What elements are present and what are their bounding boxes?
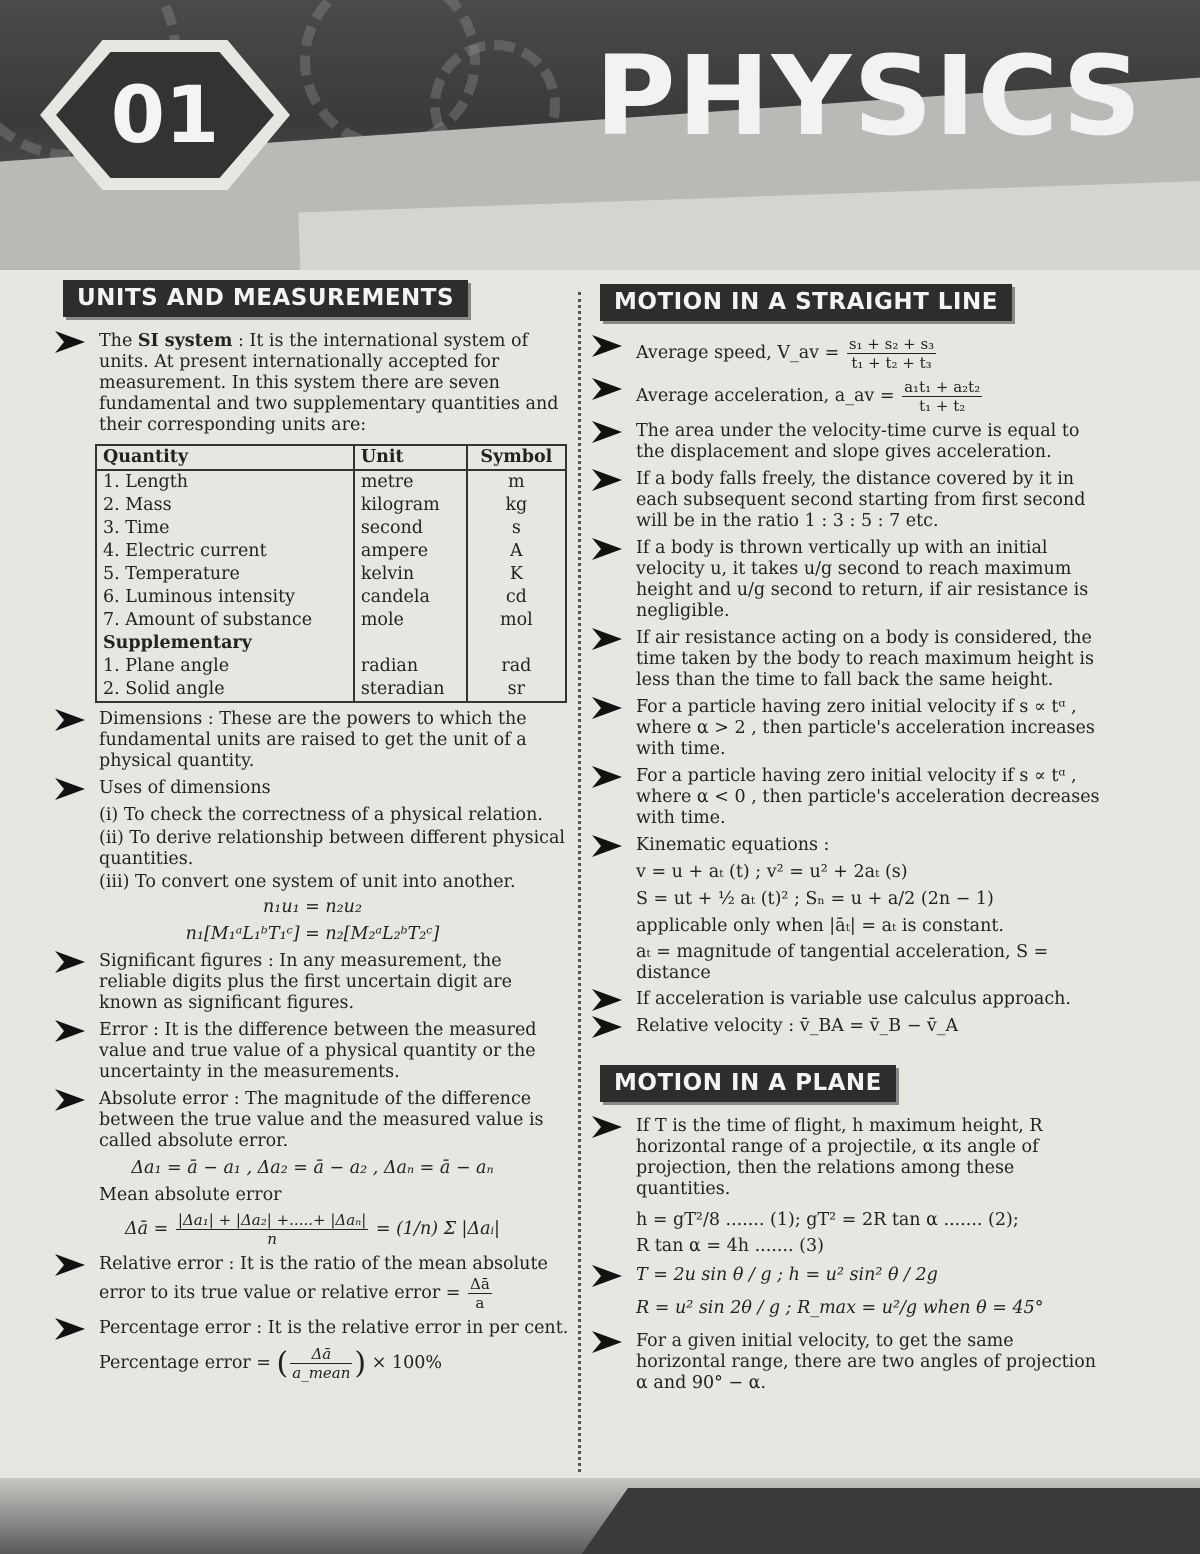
bullet-air-resistance: If air resistance acting on a body is considered, the time taken by the body to reach maximum height is less than the time to fall back the same height. — [592, 628, 1107, 691]
subject-title: PHYSICS — [595, 32, 1144, 160]
formula-absolute-error: Δa₁ = ā − a₁ , Δa₂ = ā − a₂ , Δaₙ = ā − aₙ — [131, 1158, 494, 1178]
table-row: 2. Mass kilogram kg — [96, 494, 566, 517]
arrow-bullet-icon — [592, 628, 622, 650]
bullet-variable-acceleration: If acceleration is variable use calculus approach. — [592, 989, 1107, 1010]
bullet-projectile: If T is the time of flight, h maximum height, R horizontal range of a projectile, α its angle of projection, then the relations among these quantities. — [592, 1116, 1107, 1200]
list-item: (i) To check the correctness of a physical relation. — [99, 805, 543, 825]
formula-mean-absolute-error: Δā = $\frac{\text{|Δa₁| + |Δa₂| +.....+ |Δaₙ|}}{n}$ = (1/n) Σ |Δaᵢ| — [125, 1211, 500, 1248]
section-title-plane: MOTION IN A PLANE — [600, 1065, 896, 1102]
bullet-dimensions: Dimensions : These are the powers to which the fundamental units are raised to get the unit of a physical quantity. — [55, 709, 570, 772]
arrow-bullet-icon — [55, 709, 85, 731]
arrow-bullet-icon — [592, 538, 622, 560]
kinematic-note-1: applicable only when |āₜ| = aₜ is constant. — [636, 916, 1004, 936]
arrow-bullet-icon — [592, 1116, 622, 1138]
mean-absolute-error-label: Mean absolute error — [99, 1185, 282, 1205]
arrow-bullet-icon — [592, 378, 622, 400]
table-header: Unit — [354, 445, 467, 470]
formula-projectile-range: R = u² sin 2θ / g ; R_max = u²/g when θ = 45° — [636, 1298, 1044, 1318]
table-row: 4. Electric current ampere A — [96, 540, 566, 563]
arrow-bullet-icon — [592, 1331, 622, 1353]
si-units-table — [95, 444, 567, 703]
bullet-velocity-time: The area under the velocity-time curve is equal to the displacement and slope gives acceleration. — [592, 421, 1107, 463]
bullet-thrown-up: If a body is thrown vertically up with an initial velocity u, it takes u/g second to reach maximum height and u/g second to return, if air resistance is negligible. — [592, 538, 1107, 622]
bullet-relative-velocity: Relative velocity : v̄_BA = v̄_B − v̄_A — [592, 1016, 1107, 1037]
kinematic-note-2: aₜ = magnitude of tangential acceleration, S = distance — [636, 942, 1049, 983]
arrow-bullet-icon — [592, 421, 622, 443]
bullet-relative-error: Relative error : It is the ratio of the mean absolute error to its true value or relative error = $\frac{\Delta ā}{a}$ — [55, 1254, 570, 1312]
arrow-bullet-icon — [592, 1016, 622, 1038]
bullet-error: Error : It is the difference between the measured value and true value of a physical quantity or the uncertainty in the measurements. — [55, 1020, 570, 1083]
arrow-bullet-icon — [55, 1318, 85, 1340]
formula-percentage-error: Percentage error = ( $\frac{\Delta ā}{\text{a\_mean}}$ ) × 100% — [99, 1345, 442, 1382]
formula-projectile-1: h = gT²/8 ....... (1); gT² = 2R tan α ....... (2); — [636, 1210, 1019, 1230]
chapter-number: 01 — [110, 71, 220, 161]
arrow-bullet-icon — [592, 1265, 622, 1287]
right-column — [592, 280, 1107, 1400]
bullet-si-system: The SI system : It is the international system of units. At present internationally accepted for measurement. In this system there are seven fundamental and two supplementary quantities and their corresponding units are: — [55, 331, 570, 436]
column-divider — [578, 292, 581, 1472]
arrow-bullet-icon — [55, 778, 85, 800]
arrow-bullet-icon — [55, 951, 85, 973]
formula-kinematic-1: v = u + aₜ (t) ; v² = u² + 2aₜ (s) — [636, 862, 908, 882]
formula-kinematic-2: S = ut + ½ aₜ (t)² ; Sₙ = u + a/2 (2n − 1) — [636, 889, 994, 909]
bullet-absolute-error: Absolute error : The magnitude of the difference between the true value and the measured value is called absolute error. — [55, 1089, 570, 1152]
arrow-bullet-icon — [55, 331, 85, 353]
arrow-bullet-icon — [592, 469, 622, 491]
table-row: 7. Amount of substance mole mol — [96, 609, 566, 632]
bullet-uses-dimensions: Uses of dimensions — [55, 778, 570, 799]
arrow-bullet-icon — [592, 766, 622, 788]
list-item: (ii) To derive relationship between different physical quantities. — [99, 828, 566, 869]
table-row: 1. Plane angle radian rad — [96, 655, 566, 678]
table-row: Supplementary — [96, 632, 566, 655]
table-row: 1. Length metre m — [96, 470, 566, 494]
bullet-projectile-time-height: T = 2u sin θ / g ; h = u² sin² θ / 2g — [592, 1265, 1107, 1286]
section-title-units: UNITS AND MEASUREMENTS — [63, 280, 468, 317]
left-column — [55, 280, 570, 1387]
arrow-bullet-icon — [592, 697, 622, 719]
bullet-free-fall: If a body falls freely, the distance covered by it in each subsequent second starting from first second will be in the ratio 1 : 3 : 5 : 7 etc. — [592, 469, 1107, 532]
section-title-straight-line: MOTION IN A STRAIGHT LINE — [600, 284, 1012, 321]
bullet-acceleration-decreases: For a particle having zero initial velocity if s ∝ tᵅ , where α < 0 , then particle's acceleration decreases with time. — [592, 766, 1107, 829]
arrow-bullet-icon — [55, 1254, 85, 1276]
table-row: 2. Solid angle steradian sr — [96, 678, 566, 702]
table-row: 6. Luminous intensity candela cd — [96, 586, 566, 609]
bullet-significant-figures: Significant figures : In any measurement, the reliable digits plus the first uncertain digit are known as significant figures. — [55, 951, 570, 1014]
footer-band — [0, 1478, 1200, 1554]
bullet-average-speed: Average speed, V_av = $\frac{\text{s₁ + s₂ + s₃}}{\text{t₁ + t₂ + t₃}}$ — [592, 335, 1107, 372]
table-header: Symbol — [467, 445, 566, 470]
bullet-percentage-error: Percentage error : It is the relative error in per cent. — [55, 1318, 570, 1339]
list-item: (iii) To convert one system of unit into another. — [99, 872, 516, 892]
arrow-bullet-icon — [592, 335, 622, 357]
formula-dimensional: n₁[M₁ᵃL₁ᵇT₁ᶜ] = n₂[M₂ᵃL₂ᵇT₂ᶜ] — [185, 924, 440, 944]
bullet-acceleration-increases: For a particle having zero initial velocity if s ∝ tᵅ , where α > 2 , then particle's acceleration increases with time. — [592, 697, 1107, 760]
formula-projectile-2: R tan α = 4h ....... (3) — [636, 1236, 824, 1256]
arrow-bullet-icon — [55, 1089, 85, 1111]
bullet-kinematic-equations: Kinematic equations : — [592, 835, 1107, 856]
formula-conversion: n₁u₁ = n₂u₂ — [263, 897, 362, 917]
bullet-average-acceleration: Average acceleration, a_av = $\frac{\text{a₁t₁ + a₂t₂}}{\text{t₁ + t₂}}$ — [592, 378, 1107, 415]
table-header: Quantity — [96, 445, 354, 470]
bullet-same-range: For a given initial velocity, to get the same horizontal range, there are two angles of projection α and 90° − α. — [592, 1331, 1107, 1394]
uses-list — [55, 805, 570, 893]
table-header-row — [96, 445, 566, 470]
arrow-bullet-icon — [592, 989, 622, 1011]
table-row: 3. Time second s — [96, 517, 566, 540]
arrow-bullet-icon — [592, 835, 622, 857]
footer-band-dark — [572, 1488, 1200, 1554]
arrow-bullet-icon — [55, 1020, 85, 1042]
table-row: 5. Temperature kelvin K — [96, 563, 566, 586]
chapter-header — [0, 0, 1200, 270]
